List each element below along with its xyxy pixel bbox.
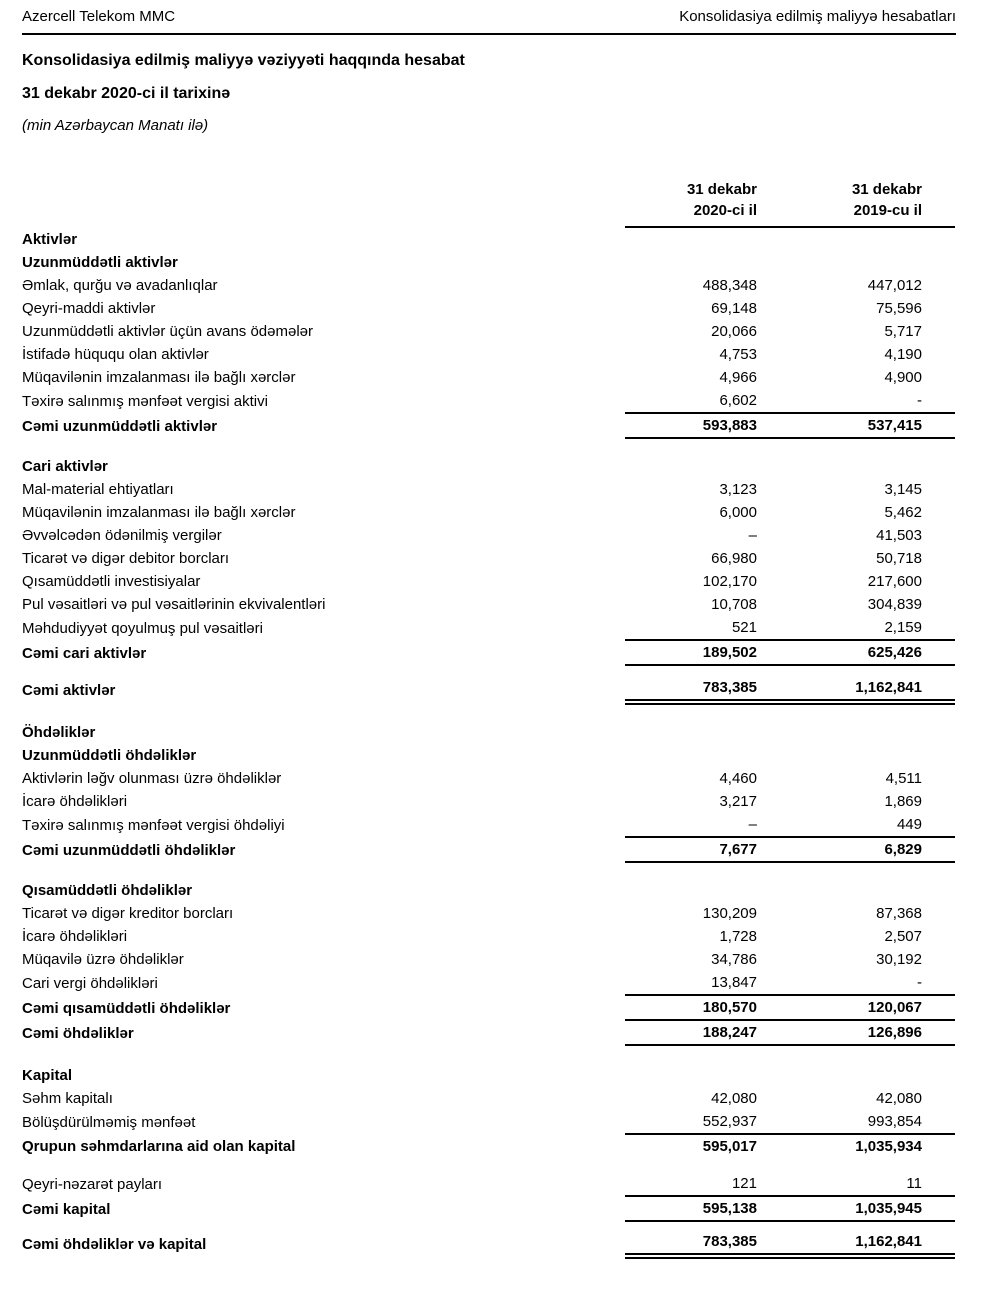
table-row-total	[22, 879, 955, 902]
value-2020: 783,385	[625, 1230, 790, 1256]
value-2020: 6,000	[719, 504, 757, 521]
value-2020: 595,138	[625, 1196, 790, 1221]
table-row	[22, 343, 955, 366]
value-2019: 3,145	[884, 481, 922, 498]
value-2020	[625, 455, 790, 478]
value-2020: 10,708	[711, 596, 757, 613]
balance-sheet-body	[22, 227, 955, 1256]
value-2019: 5,462	[884, 504, 922, 521]
table-row-total	[22, 995, 955, 1020]
spacer-cell	[22, 1158, 955, 1172]
value-2020: 180,570	[625, 995, 790, 1020]
value-2020: 66,980	[711, 550, 757, 567]
row-label: Ticarət və digər kreditor borcları	[22, 905, 234, 922]
row-label: İcarə öhdəlikləri	[22, 928, 128, 945]
value-2019	[790, 251, 955, 274]
value-2020: 188,247	[625, 1020, 790, 1045]
value-2020: 6,602	[625, 389, 790, 413]
value-2020: 595,017	[702, 1138, 757, 1155]
value-2019: 537,415	[790, 413, 955, 438]
table-row	[22, 1110, 955, 1134]
spacer-row	[22, 665, 955, 676]
value-2020: 593,883	[625, 413, 790, 438]
table-row-total	[22, 640, 955, 665]
value-2019: 1,035,945	[790, 1196, 955, 1221]
row-label: Cəmi aktivlər	[22, 682, 116, 699]
value-2019: 87,368	[876, 905, 922, 922]
row-label: Qeyri-nəzarət payları	[22, 1176, 163, 1193]
value-2019	[790, 227, 955, 251]
currency-note: (min Azərbaycan Manatı ilə)	[22, 117, 209, 134]
table-row	[22, 570, 955, 593]
table-row	[22, 320, 955, 343]
table-row-total	[22, 744, 955, 767]
value-2020	[625, 879, 790, 902]
value-2019	[790, 744, 955, 767]
col-header-2019-line1: 31 dekabr	[851, 181, 922, 198]
column-header-empty	[22, 179, 625, 227]
table-row	[22, 925, 955, 948]
table-row-total	[22, 1230, 955, 1256]
table-row	[22, 1087, 955, 1110]
value-2019: 449	[790, 813, 955, 837]
table-row-total	[22, 1064, 955, 1087]
value-2019: 126,896	[790, 1020, 955, 1045]
table-row-total	[22, 1020, 955, 1045]
value-2020: 34,786	[711, 951, 757, 968]
value-2020: 4,966	[719, 369, 757, 386]
value-2019	[790, 721, 955, 744]
table-row	[22, 593, 955, 616]
row-label: Cəmi öhdəliklər	[22, 1025, 134, 1042]
value-2019: 5,717	[884, 323, 922, 340]
value-2020: –	[748, 527, 757, 544]
value-2020: 130,209	[702, 905, 757, 922]
row-label: Aktivlərin ləğv olunması üzrə öhdəliklər	[22, 770, 282, 787]
value-2020: 13,847	[625, 971, 790, 995]
row-label: Uzunmüddətli öhdəliklər	[22, 747, 197, 764]
table-row	[22, 790, 955, 813]
value-2019: 75,596	[876, 300, 922, 317]
value-2020	[625, 227, 790, 251]
spacer-cell	[22, 438, 955, 455]
table-row-total	[22, 455, 955, 478]
value-2020: 20,066	[711, 323, 757, 340]
col-header-2020	[625, 179, 790, 227]
row-label: Qısamüddətli investisiyalar	[22, 573, 201, 590]
value-2019: 11	[790, 1172, 955, 1196]
row-label: Təxirə salınmış mənfəət vergisi aktivi	[22, 393, 268, 410]
row-label: Cəmi kapital	[22, 1201, 111, 1218]
value-2020: 3,123	[719, 481, 757, 498]
value-2019: -	[790, 971, 955, 995]
value-2019: 41,503	[876, 527, 922, 544]
table-row	[22, 478, 955, 501]
row-label: Cəmi uzunmüddətli aktivlər	[22, 418, 218, 435]
table-row	[22, 547, 955, 570]
spacer-row	[22, 1045, 955, 1064]
row-label: Müqavilənin imzalanması ilə bağlı xərclər	[22, 504, 296, 521]
row-label: Ticarət və digər debitor borcları	[22, 550, 230, 567]
table-row	[22, 1172, 955, 1196]
value-2020	[625, 1064, 790, 1087]
table-row-total	[22, 1134, 955, 1158]
row-label: Uzunmüddətli aktivlər	[22, 254, 178, 271]
row-label: Cari vergi öhdəlikləri	[22, 975, 158, 992]
value-2020: –	[625, 813, 790, 837]
row-label: Kapital	[22, 1067, 73, 1084]
spacer-cell	[22, 1045, 955, 1064]
spacer-cell	[22, 1221, 955, 1230]
row-label: Təxirə salınmış mənfəət vergisi öhdəliyi	[22, 817, 285, 834]
value-2020: 783,385	[625, 676, 790, 702]
value-2020: 189,502	[625, 640, 790, 665]
spacer-cell	[22, 702, 955, 721]
table-row	[22, 389, 955, 413]
row-label: Cəmi qısamüddətli öhdəliklər	[22, 1000, 231, 1017]
value-2020: 4,460	[719, 770, 757, 787]
page-header	[22, 0, 956, 35]
value-2019: 1,162,841	[790, 676, 955, 702]
row-label: Cəmi cari aktivlər	[22, 645, 147, 662]
col-header-2020-line2: 2020-ci il	[693, 202, 757, 219]
document-title: Konsolidasiya edilmiş maliyyə vəziyyəti haqqında hesabat	[22, 52, 465, 69]
row-label: İcarə öhdəlikləri	[22, 793, 128, 810]
value-2019	[790, 879, 955, 902]
value-2019: 993,854	[790, 1110, 955, 1134]
value-2019: 447,012	[867, 277, 922, 294]
value-2019: 6,829	[790, 837, 955, 862]
table-row	[22, 971, 955, 995]
value-2020: 488,348	[702, 277, 757, 294]
table-row-total	[22, 227, 955, 251]
row-label: Aktivlər	[22, 231, 78, 248]
row-label: İstifadə hüququ olan aktivlər	[22, 346, 209, 363]
row-label: Müqavilənin imzalanması ilə bağlı xərclər	[22, 369, 296, 386]
table-row	[22, 297, 955, 320]
value-2020: 7,677	[625, 837, 790, 862]
value-2020: 69,148	[711, 300, 757, 317]
table-row	[22, 813, 955, 837]
col-header-2019	[790, 179, 955, 227]
report-type: Konsolidasiya edilmiş maliyyə hesabatları	[679, 8, 956, 25]
company-name: Azercell Telekom MMC	[22, 8, 176, 25]
row-label: Əvvəlcədən ödənilmiş vergilər	[22, 527, 222, 544]
table-row-total	[22, 676, 955, 702]
row-label: Məhdudiyyət qoyulmuş pul vəsaitləri	[22, 620, 263, 637]
value-2019: 1,869	[884, 793, 922, 810]
value-2019: 304,839	[867, 596, 922, 613]
spacer-cell	[22, 862, 955, 879]
value-2020: 4,753	[719, 346, 757, 363]
value-2019	[790, 455, 955, 478]
value-2019: 1,162,841	[790, 1230, 955, 1256]
spacer-row	[22, 702, 955, 721]
row-label: Uzunmüddətli aktivlər üçün avans ödəmələr	[22, 323, 313, 340]
value-2020: 552,937	[625, 1110, 790, 1134]
value-2019: 4,190	[884, 346, 922, 363]
value-2020: 102,170	[702, 573, 757, 590]
value-2020: 121	[625, 1172, 790, 1196]
table-row	[22, 366, 955, 389]
spacer-cell	[22, 665, 955, 676]
value-2019: 42,080	[876, 1090, 922, 1107]
row-label: Qeyri-maddi aktivlər	[22, 300, 156, 317]
row-label: Cari aktivlər	[22, 458, 108, 475]
table-row	[22, 524, 955, 547]
spacer-row	[22, 438, 955, 455]
value-2019: 30,192	[876, 951, 922, 968]
row-label: Qrupun səhmdarlarına aid olan kapital	[22, 1138, 296, 1155]
table-row-total	[22, 837, 955, 862]
row-label: Bölüşdürülməmiş mənfəət	[22, 1114, 196, 1131]
row-label: Mal-material ehtiyatları	[22, 481, 174, 498]
table-row	[22, 948, 955, 971]
value-2019	[790, 1064, 955, 1087]
spacer-row	[22, 1158, 955, 1172]
table-row-total	[22, 251, 955, 274]
col-header-2019-line2: 2019-cu il	[853, 202, 922, 219]
spacer-row	[22, 862, 955, 879]
value-2020	[625, 251, 790, 274]
column-header-row	[22, 179, 955, 227]
row-label: Öhdəliklər	[22, 724, 96, 741]
table-row-total	[22, 721, 955, 744]
value-2019: 625,426	[790, 640, 955, 665]
table-row	[22, 274, 955, 297]
value-2020: 521	[625, 616, 790, 640]
table-row-total	[22, 413, 955, 438]
value-2019: 120,067	[790, 995, 955, 1020]
row-label: Cəmi öhdəliklər və kapital	[22, 1236, 207, 1253]
value-2019: 4,900	[884, 369, 922, 386]
value-2019: 50,718	[876, 550, 922, 567]
table-row	[22, 902, 955, 925]
value-2019: 2,159	[790, 616, 955, 640]
value-2020	[625, 721, 790, 744]
value-2019: 1,035,934	[855, 1138, 922, 1155]
col-header-2020-line1: 31 dekabr	[686, 181, 757, 198]
table-row	[22, 616, 955, 640]
value-2020	[625, 744, 790, 767]
value-2019: 2,507	[884, 928, 922, 945]
value-2019: -	[790, 389, 955, 413]
row-label: Müqavilə üzrə öhdəliklər	[22, 951, 184, 968]
value-2020: 3,217	[719, 793, 757, 810]
row-label: Cəmi uzunmüddətli öhdəliklər	[22, 842, 236, 859]
row-label: Səhm kapitalı	[22, 1090, 113, 1107]
value-2020: 1,728	[719, 928, 757, 945]
row-label: Əmlak, qurğu və avadanlıqlar	[22, 277, 218, 294]
document-date-subtitle: 31 dekabr 2020-ci il tarixinə	[22, 85, 231, 102]
spacer-row	[22, 1221, 955, 1230]
balance-sheet-table	[22, 179, 955, 1259]
row-label: Pul vəsaitləri və pul vəsaitlərinin ekvivalentləri	[22, 596, 326, 613]
value-2019: 4,511	[885, 770, 922, 787]
table-row	[22, 767, 955, 790]
table-row	[22, 501, 955, 524]
value-2020: 42,080	[711, 1090, 757, 1107]
value-2019: 217,600	[867, 573, 922, 590]
row-label: Qısamüddətli öhdəliklər	[22, 882, 193, 899]
table-row-total	[22, 1196, 955, 1221]
